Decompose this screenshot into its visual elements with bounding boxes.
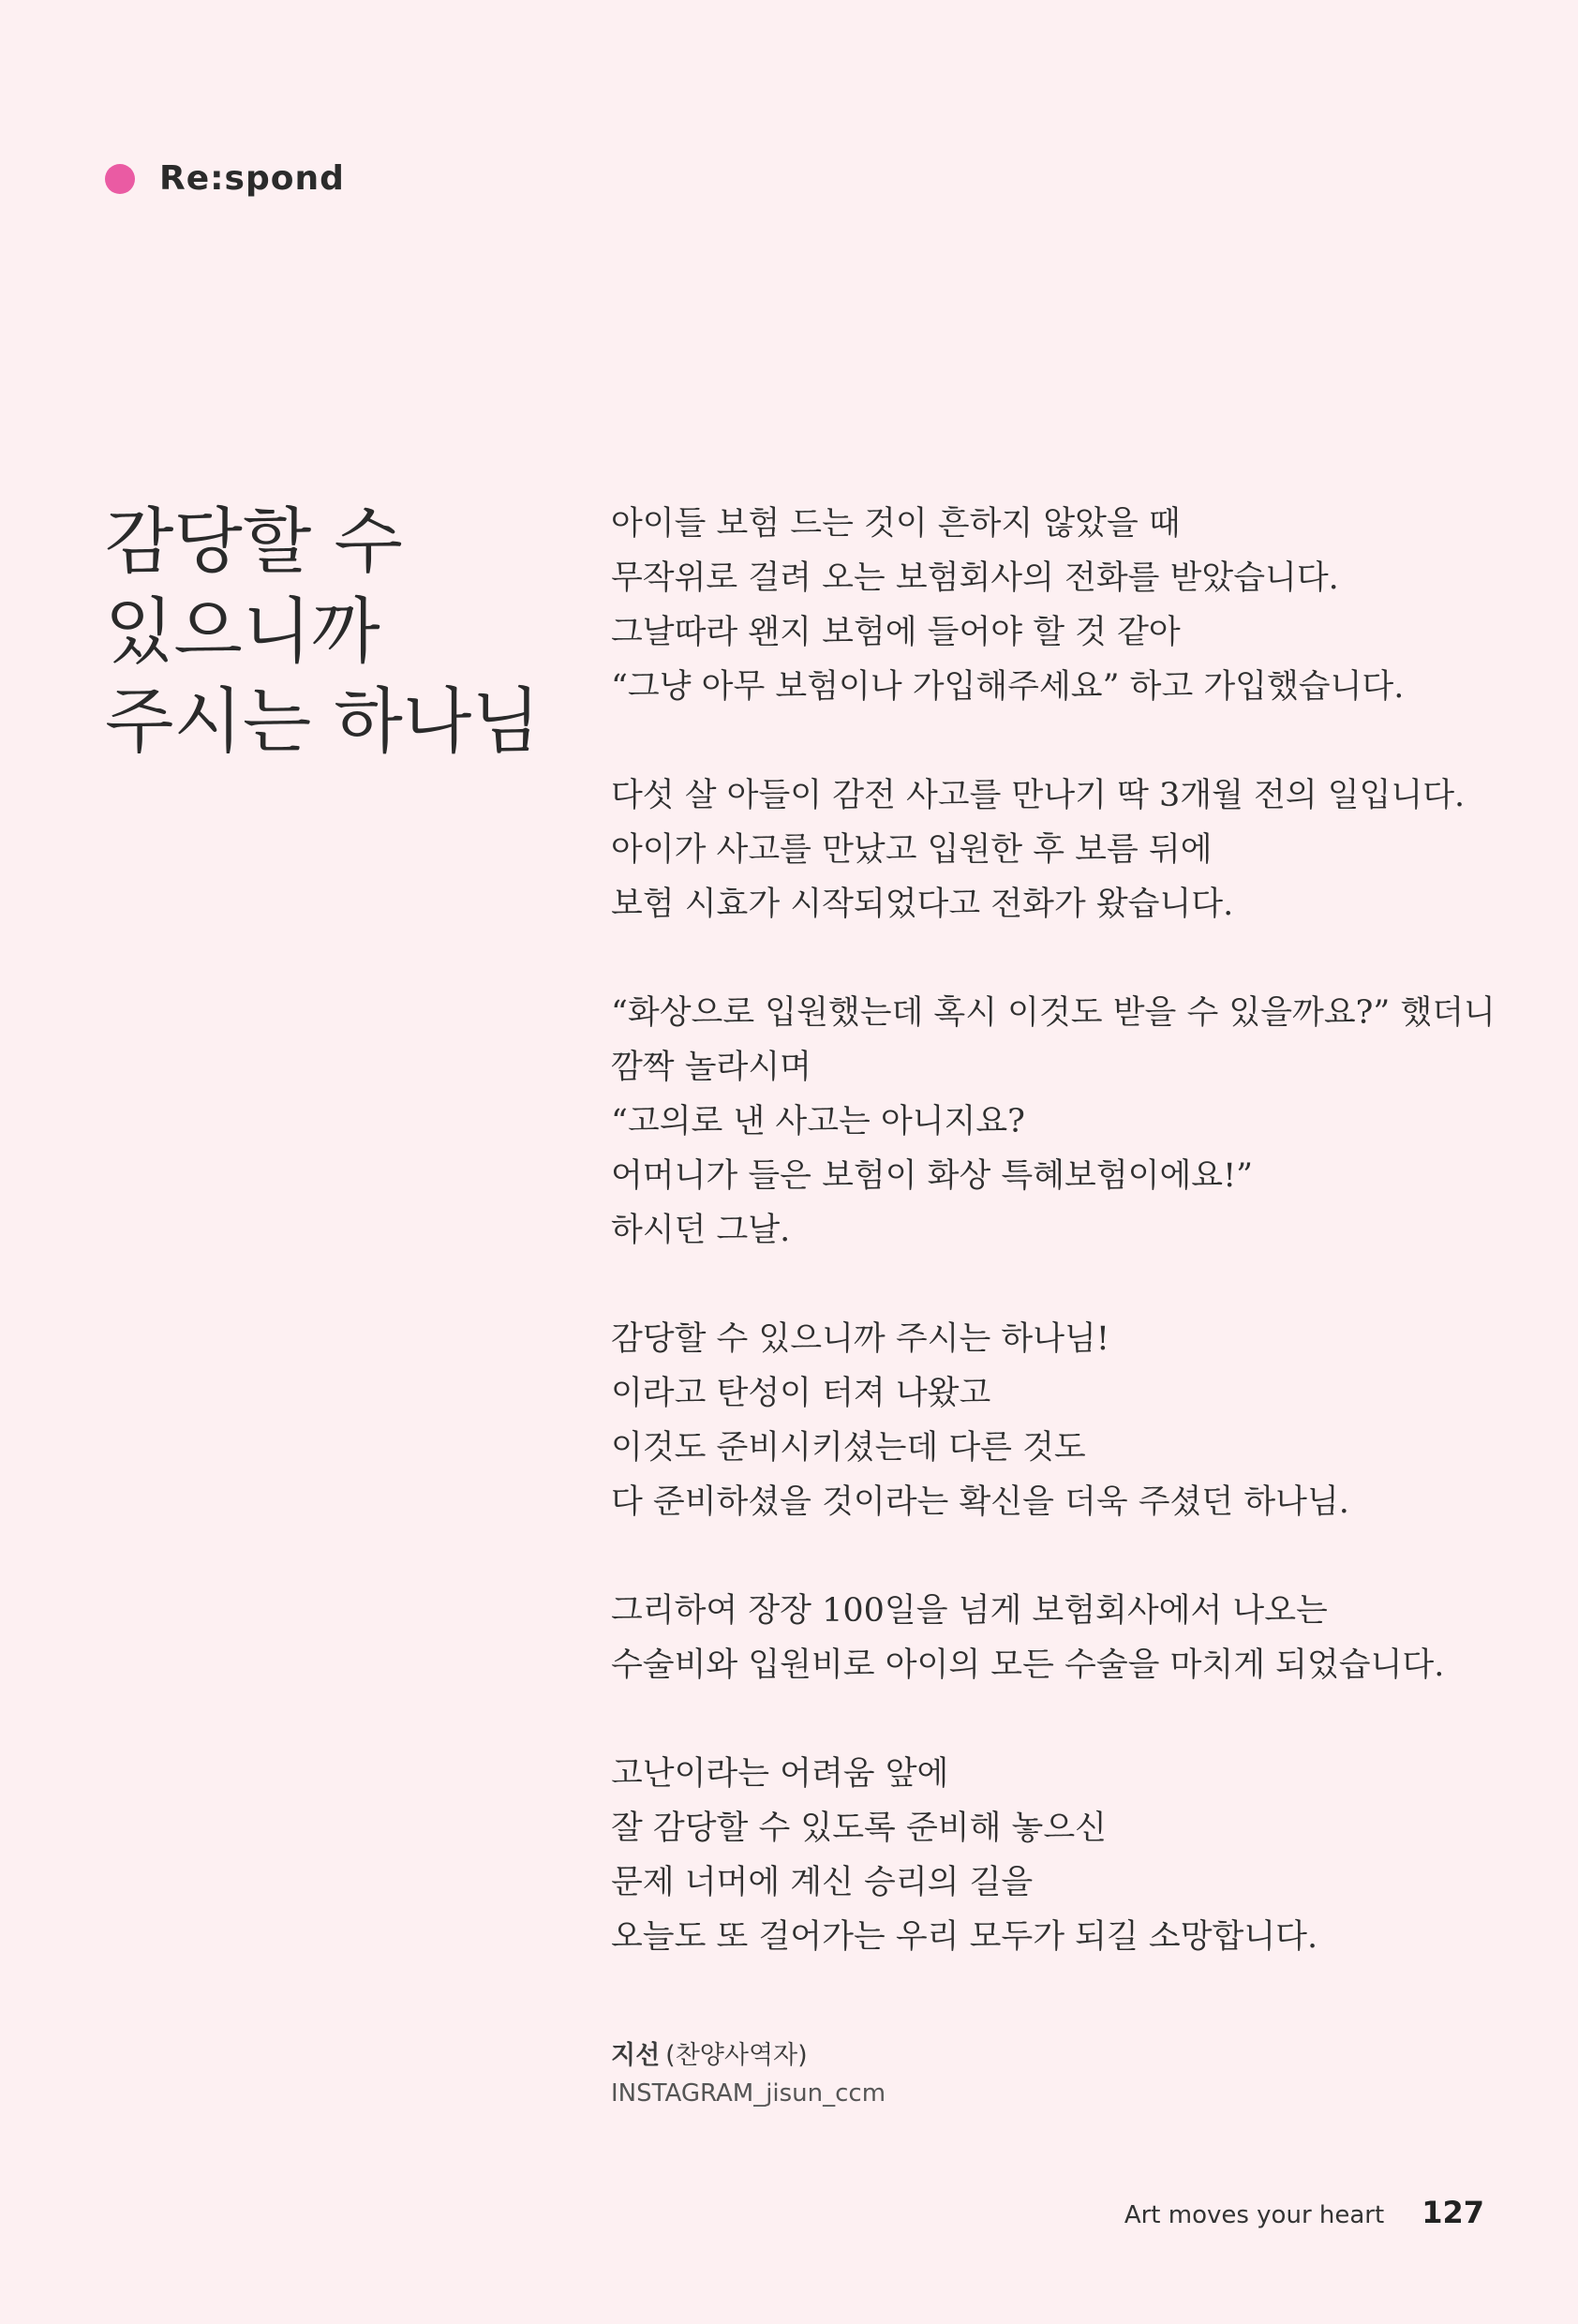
- verse-line: 고난이라는 어려움 앞에: [611, 1755, 949, 1793]
- section-label: Re:spond: [159, 159, 345, 198]
- author-name: 지선: [611, 2041, 661, 2070]
- article-title: [105, 497, 592, 767]
- author-role: (찬양사역자): [665, 2041, 808, 2070]
- stanza: [611, 1747, 1511, 1964]
- title-line: 감당할 수: [105, 499, 403, 583]
- title-line: 주시는 하나님: [105, 679, 541, 763]
- verse-line: 이것도 준비시키셨는데 다른 것도: [611, 1429, 1086, 1467]
- section-dot-icon: [105, 164, 135, 194]
- stanza: [611, 1312, 1511, 1529]
- verse-line: “화상으로 입원했는데 혹시 이것도 받을 수 있을까요?” 했더니: [611, 994, 1496, 1032]
- verse-line: 다 준비하셨을 것이라는 확신을 더욱 주셨던 하나님.: [611, 1483, 1349, 1521]
- verse-line: 그날따라 왠지 보험에 들어야 할 것 같아: [611, 614, 1181, 651]
- author-credit: [611, 2037, 886, 2112]
- stanza: [611, 986, 1511, 1258]
- verse-line: 수술비와 입원비로 아이의 모든 수술을 마치게 되었습니다.: [611, 1646, 1445, 1684]
- verse-line: “고의로 낸 사고는 아니지요?: [611, 1103, 1025, 1140]
- stanza: [611, 497, 1511, 714]
- page-footer: [1124, 2195, 1484, 2230]
- verse-line: “그냥 아무 보험이나 가입해주세요” 하고 가입했습니다.: [611, 668, 1405, 706]
- verse-line: 감당할 수 있으니까 주시는 하나님!: [611, 1320, 1109, 1358]
- verse-line: 이라고 탄성이 터져 나왔고: [611, 1375, 991, 1412]
- verse-line: 그리하여 장장 100일을 넘게 보험회사에서 나오는: [611, 1592, 1328, 1630]
- verse-line: 오늘도 또 걸어가는 우리 모두가 되길 소망합니다.: [611, 1918, 1318, 1956]
- verse-line: 하시던 그날.: [611, 1212, 791, 1249]
- verse-line: 다섯 살 아들이 감전 사고를 만나기 딱 3개월 전의 일입니다.: [611, 777, 1466, 814]
- author-name-line: [611, 2037, 886, 2075]
- footer-tagline: Art moves your heart: [1124, 2201, 1385, 2229]
- verse-line: 문제 너머에 계신 승리의 길을: [611, 1864, 1034, 1901]
- verse-line: 깜짝 놀라시며: [611, 1049, 811, 1086]
- section-header: [105, 159, 345, 198]
- verse-line: 잘 감당할 수 있도록 준비해 놓으신: [611, 1810, 1107, 1847]
- author-instagram-handle: INSTAGRAM_jisun_ccm: [611, 2079, 886, 2108]
- title-line: 있으니까: [105, 589, 380, 673]
- verse-line: 아이들 보험 드는 것이 흔하지 않았을 때: [611, 505, 1181, 543]
- stanza: [611, 1584, 1511, 1692]
- verse-line: 어머니가 들은 보험이 화상 특혜보험이에요!”: [611, 1157, 1254, 1195]
- verse-line: 무작위로 걸려 오는 보험회사의 전화를 받았습니다.: [611, 559, 1339, 597]
- verse-line: 보험 시효가 시작되었다고 전화가 왔습니다.: [611, 886, 1234, 923]
- stanza: [611, 768, 1511, 931]
- verse-line: 아이가 사고를 만났고 입원한 후 보름 뒤에: [611, 831, 1213, 869]
- page-number: 127: [1422, 2195, 1484, 2230]
- article-body: [611, 497, 1511, 1964]
